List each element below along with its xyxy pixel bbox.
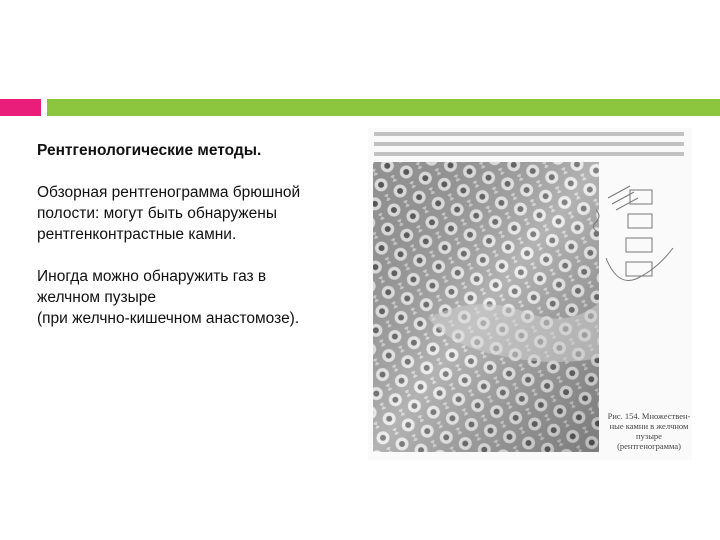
xray-scan-image: [368, 128, 692, 460]
caption-line: (рентгенограмма): [617, 441, 681, 451]
accent-bar-pink: [0, 99, 41, 116]
slide-text: [37, 140, 357, 350]
caption-line: пузыре: [636, 431, 662, 441]
figure-caption: [604, 411, 692, 451]
paragraph-line: Обзорная рентгенограмма брюшной: [37, 184, 301, 201]
caption-line: ные камни в желчном: [609, 421, 689, 431]
paragraph-gas-gallbladder: [37, 266, 357, 329]
paragraph-line: рентгенконтрастные камни.: [37, 226, 237, 243]
paragraph-line: Иногда можно обнаружить газ в: [37, 268, 267, 285]
paragraph-line: полости: могут быть обнаружены: [37, 205, 277, 222]
caption-line: Рис. 154. Множествен-: [607, 411, 691, 421]
accent-bar-green: [47, 99, 720, 116]
slide-heading: Рентгенологические методы.: [37, 142, 262, 159]
paragraph-line: (при желчно-кишечном анастомозе).: [37, 310, 300, 327]
paragraph-plain-xray: [37, 182, 357, 245]
paragraph-line: желчном пузыре: [37, 289, 157, 306]
